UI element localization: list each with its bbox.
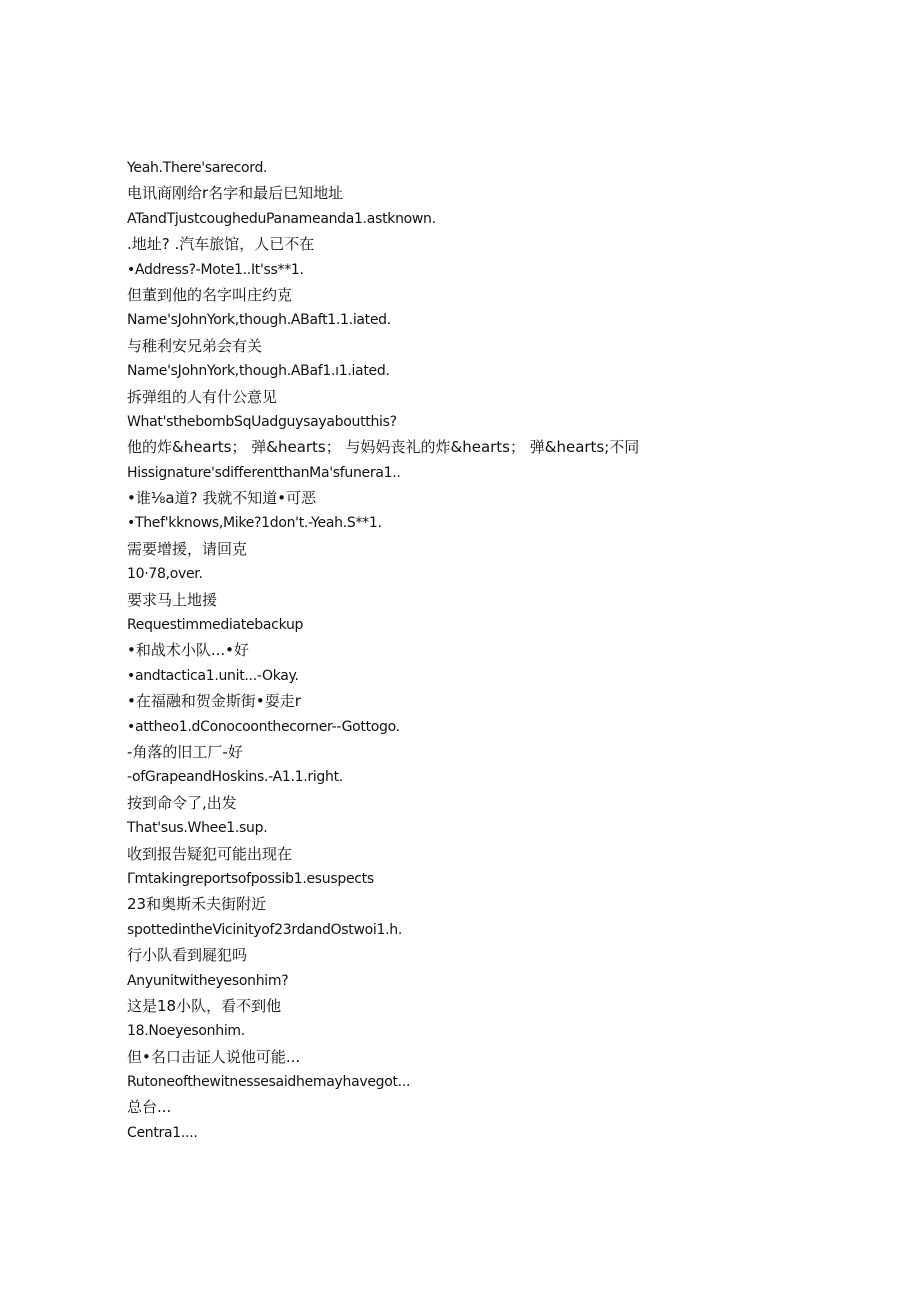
transcript-line: 总台... bbox=[127, 1098, 172, 1117]
transcript-line: 18.Noeyesonhim. bbox=[127, 1023, 245, 1040]
transcript-line: 行小队看到屣犯吗 bbox=[127, 946, 248, 965]
transcript-line: ATandTjustcougheduPanameanda1.astknown. bbox=[127, 210, 436, 227]
transcript-line: Name'sJohnYork,though.ABaf1.ı1.iated. bbox=[127, 363, 390, 380]
transcript-line: Anyunitwitheyesonhim? bbox=[127, 972, 289, 989]
transcript-line: Γmtakingreportsofpossib1.esuspects bbox=[127, 870, 374, 887]
transcript-line: •attheo1.dConocoonthecorner--Gottogo. bbox=[127, 718, 400, 735]
transcript-line: 要求马上地援 bbox=[127, 590, 218, 609]
transcript-line: 10·78,over. bbox=[127, 566, 203, 583]
transcript-line: 但董到他的名字叫庄约克 bbox=[127, 285, 293, 304]
transcript-line: 他的炸&hearts； 弹&hearts； 与妈妈丧礼的炸&hearts； 弹&hearts;不同 bbox=[127, 438, 640, 457]
transcript-line: Rutoneofthewitnessesaidhemayhavegot... bbox=[127, 1074, 411, 1091]
transcript-line: Hissignature'sdifferentthanMa'sfunera1.. bbox=[127, 464, 401, 481]
transcript-line: 拆弹组的人有什公意见 bbox=[127, 387, 278, 406]
transcript-line: •Address?-Mote1..It'ss**1. bbox=[127, 261, 304, 278]
transcript-line: That'sus.Whee1.sup. bbox=[127, 820, 268, 837]
transcript-line: Name'sJohnYork,though.ABaft1.1.iated. bbox=[127, 312, 391, 329]
transcript-line: •谁⅛a道? 我就不知道•可恶 bbox=[127, 489, 317, 508]
transcript-line: 与稚利安兄弟会有关 bbox=[127, 336, 263, 355]
transcript-line: •andtactica1.unit...-Okay. bbox=[127, 667, 299, 684]
transcript-line: Requestimmediatebackup bbox=[127, 617, 304, 634]
transcript-line: Centra1.... bbox=[127, 1124, 198, 1141]
transcript-line: 收到报告疑犯可能出现在 bbox=[127, 844, 293, 863]
transcript-line: -角落的旧工厂-好 bbox=[127, 742, 243, 761]
transcript-line: 按到命令了,出发 bbox=[127, 793, 237, 812]
transcript-line: What'sthebombSqUadguysayaboutthis? bbox=[127, 413, 397, 430]
subtitle-transcript bbox=[127, 158, 907, 1148]
transcript-line: 这是18小队，看不到他 bbox=[127, 996, 282, 1015]
transcript-line: •和战术小队...•好 bbox=[127, 641, 250, 660]
transcript-line: .地址? .汽车旅馆，人已不在 bbox=[127, 235, 315, 254]
transcript-line: •Thef'kknows,Mike?1don't.-Yeah.S**1. bbox=[127, 515, 382, 532]
transcript-line: 但•名口击证人说他可能... bbox=[127, 1047, 301, 1066]
transcript-line: 23和奥斯禾夫街附近 bbox=[127, 895, 267, 914]
transcript-line: 需要增援，请回克 bbox=[127, 539, 248, 558]
transcript-line: -ofGrapeandHoskins.-A1.1.right. bbox=[127, 769, 343, 786]
transcript-line: Yeah.There'sarecord. bbox=[127, 160, 268, 176]
transcript-line: 电讯商刚给r名字和最后巳知地址 bbox=[127, 184, 344, 203]
transcript-line: spottedintheVicinityof23rdandOstwoi1.h. bbox=[127, 921, 402, 938]
transcript-line: •在福融和贺金斯街•耍走r bbox=[127, 692, 301, 711]
